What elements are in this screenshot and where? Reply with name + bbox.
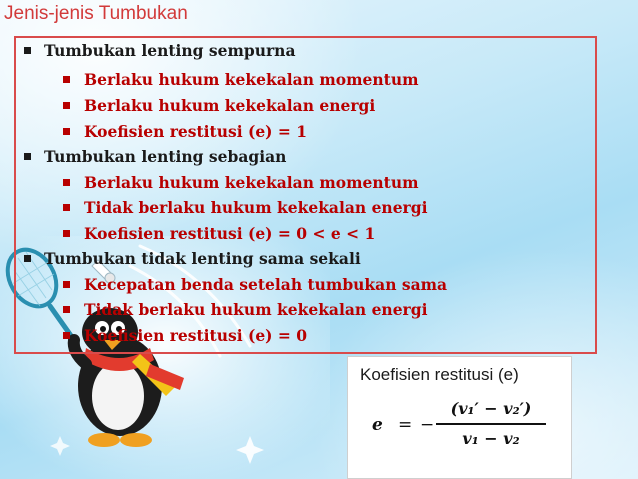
bullet-square-icon <box>63 102 70 109</box>
minus-sign: − <box>420 415 435 435</box>
fraction-denominator: v₁ − v₂ <box>462 428 520 448</box>
list-item: Koefisien restitusi (e) = 1 <box>76 121 307 143</box>
fraction-bar <box>436 423 546 425</box>
equals-sign: = <box>398 415 413 435</box>
bullet-square-icon <box>24 153 31 160</box>
slide-title: Jenis-jenis Tumbukan <box>4 3 188 24</box>
bullet-square-icon <box>63 128 70 135</box>
content-box <box>14 36 597 354</box>
list-item: Berlaku hukum kekekalan energi <box>76 95 375 117</box>
bullet-square-icon <box>24 47 31 54</box>
restitution-equation <box>362 397 567 467</box>
bullet-square-icon <box>63 230 70 237</box>
list-item: Tumbukan tidak lenting sama sekali <box>38 248 361 270</box>
fraction <box>436 397 546 451</box>
bullet-square-icon <box>63 179 70 186</box>
list-item: Tidak berlaku hukum kekekalan energi <box>76 197 427 219</box>
equation-lhs: e <box>372 415 383 435</box>
fraction-numerator: (v₁′ − v₂′) <box>450 399 532 418</box>
list-item: Kecepatan benda setelah tumbukan sama <box>76 274 447 296</box>
formula-caption: Koefisien restitusi (e) <box>360 365 519 384</box>
bullet-square-icon <box>63 204 70 211</box>
list-item: Tumbukan lenting sempurna <box>38 40 295 62</box>
bullet-square-icon <box>63 332 70 339</box>
list-item: Tumbukan lenting sebagian <box>38 146 286 168</box>
bullet-square-icon <box>63 306 70 313</box>
list-item: Berlaku hukum kekekalan momentum <box>76 172 419 194</box>
bullet-square-icon <box>63 281 70 288</box>
list-item: Tidak berlaku hukum kekekalan energi <box>76 299 427 321</box>
bullet-square-icon <box>24 255 31 262</box>
list-item: Berlaku hukum kekekalan momentum <box>76 69 419 91</box>
list-item: Koefisien restitusi (e) = 0 < e < 1 <box>76 223 375 245</box>
list-item: Koefisien restitusi (e) = 0 <box>76 325 307 347</box>
bullet-square-icon <box>63 76 70 83</box>
formula-box <box>347 356 572 479</box>
